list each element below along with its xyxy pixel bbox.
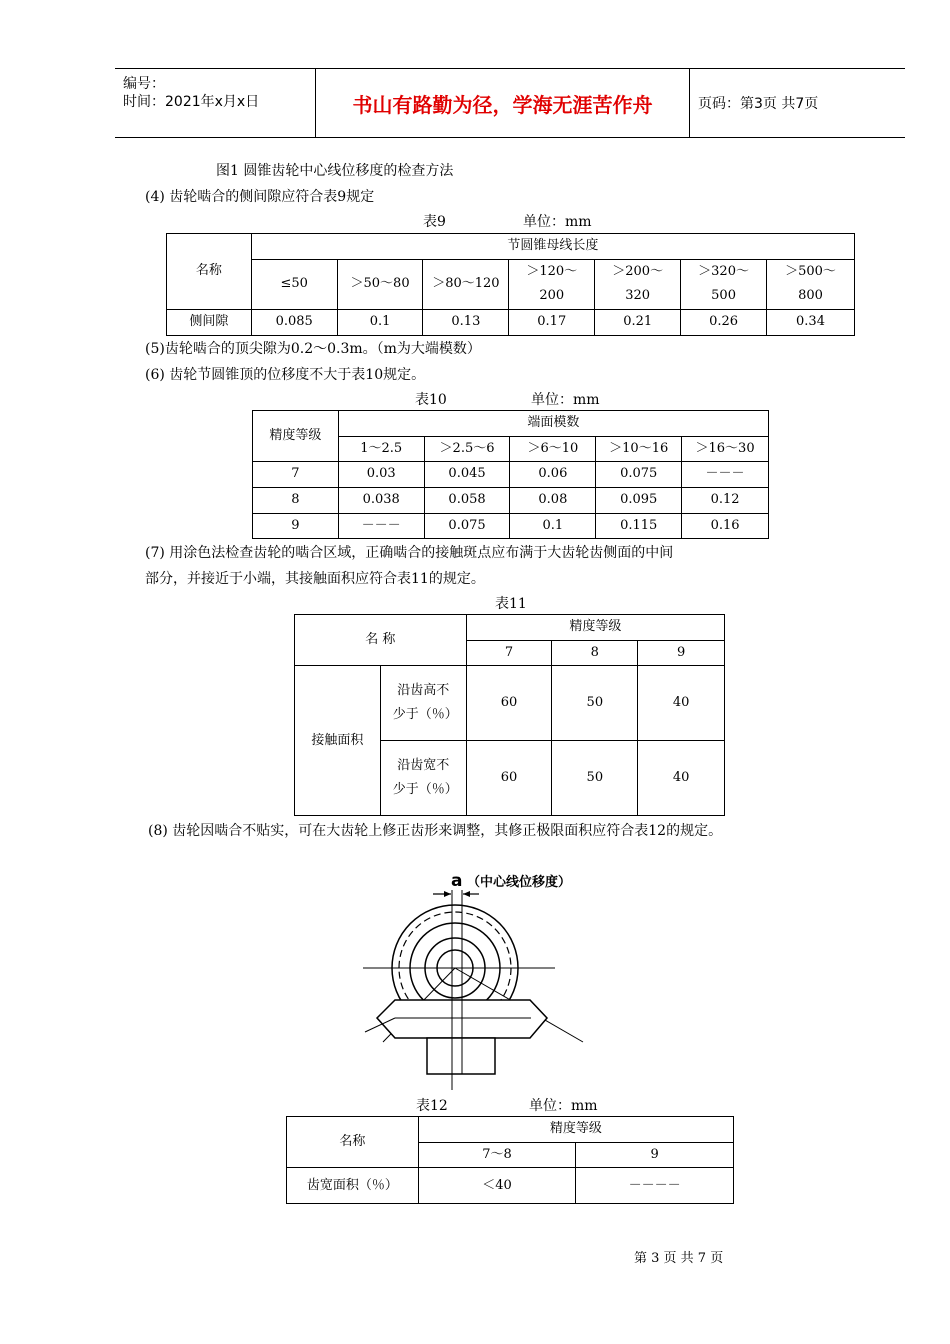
doc-time: 时间：2021年x月x日 [123,94,260,110]
item-7-line2: 部分，并接近于小端，其接触面积应符合表11的规定。 [145,571,485,587]
table10-cell: 0.16 [682,513,769,539]
table11-cell: 60 [466,666,552,741]
table10-cell: －－－ [682,462,769,488]
table-row [253,513,769,539]
table10-grade: 7 [253,462,339,488]
table12-cell: －－－－ [576,1168,734,1204]
table9-unit: 单位：mm [523,214,592,230]
table9-col: ＞120～200 [509,259,595,309]
table10-cell: －－－ [338,513,424,539]
gear-shaft [427,1038,495,1074]
item-5: (5)齿轮啮合的顶尖隙为0.2～0.3m。（m为大端模数） [145,341,481,357]
table10-cell: 0.03 [338,462,424,488]
table10-cell: 0.12 [682,488,769,514]
table9-row-label: 侧间隙 [167,310,252,336]
table10-col: ＞6～10 [510,436,596,462]
table10-cell: 0.1 [510,513,596,539]
table10-col: 1～2.5 [338,436,424,462]
table-10 [252,410,769,539]
table10-cell: 0.038 [338,488,424,514]
table9-cell: 0.13 [423,310,509,336]
table9-cell: 0.21 [595,310,681,336]
table11-col: 9 [638,640,725,666]
table10-col: ＞2.5～6 [424,436,510,462]
table9-group-header: 节圆锥母线长度 [251,234,854,260]
table9-cell: 0.34 [767,310,855,336]
table10-col: ＞16～30 [682,436,769,462]
table11-cell: 60 [466,741,552,816]
table10-cell: 0.075 [596,462,682,488]
table10-group-header: 端面模数 [338,411,768,437]
table-11 [294,614,725,816]
table10-cell: 0.058 [424,488,510,514]
table11-name-header: 名 称 [295,615,467,666]
table9-name-header: 名称 [167,234,252,310]
table11-col: 8 [552,640,638,666]
table10-cell: 0.08 [510,488,596,514]
table11-cell: 40 [638,741,725,816]
table9-col: ＞80～120 [423,259,509,309]
table12-cell: ＜40 [418,1168,576,1204]
table11-cell: 50 [552,666,638,741]
table11-group-header: 精度等级 [466,615,724,641]
table9-col: ＞200～320 [595,259,681,309]
table9-col: ＞50～80 [337,259,423,309]
table9-title: 表9 [423,214,446,230]
table10-grade: 8 [253,488,339,514]
table9-cell: 0.085 [251,310,337,336]
item-8: (8) 齿轮因啮合不贴实，可在大齿轮上修正齿形来调整，其修正极限面积应符合表12的规定。 [148,823,723,839]
table12-col: 9 [576,1142,734,1168]
table10-cell: 0.045 [424,462,510,488]
table9-cell: 0.1 [337,310,423,336]
table10-grade: 9 [253,513,339,539]
table9-col: ＞320～500 [681,259,767,309]
table10-title: 表10 [415,392,447,408]
table11-title: 表11 [495,596,527,612]
table11-col: 7 [466,640,552,666]
table-12 [286,1116,734,1204]
table11-row-label: 沿齿高不少于（％） [380,666,466,741]
table11-row-group: 接触面积 [295,666,381,816]
table10-cell: 0.06 [510,462,596,488]
item-4: (4) 齿轮啮合的侧间隙应符合表9规定 [145,189,375,205]
table9-col: ＞500～800 [767,259,855,309]
table9-cell: 0.26 [681,310,767,336]
table10-row-header: 精度等级 [253,411,339,462]
header-meta [115,69,316,137]
table11-cell: 50 [552,741,638,816]
page-header [115,68,905,138]
figure-label: （中心线位移度） [467,875,572,890]
item-7-line1: (7) 用涂色法检查齿轮的啮合区域，正确啮合的接触斑点应布满于大齿轮齿侧面的中间 [145,545,674,561]
table12-col: 7～8 [418,1142,576,1168]
page-number: 页码：第3页 共7页 [698,96,819,112]
figure1-caption: 图1 圆锥齿轮中心线位移度的检查方法 [216,163,454,179]
table12-group-header: 精度等级 [418,1117,733,1143]
table12-title: 表12 [416,1098,448,1114]
figure-symbol: a [451,871,463,891]
table-row [253,462,769,488]
table10-cell: 0.095 [596,488,682,514]
table-9 [166,233,855,336]
doc-number: 编号： [123,76,165,92]
table10-col: ＞10～16 [596,436,682,462]
page-footer: 第 3 页 共 7 页 [634,1251,724,1266]
table9-col: ≤50 [251,259,337,309]
table-row [295,666,725,741]
table9-cell: 0.17 [509,310,595,336]
gear-alignment-figure [355,860,595,1095]
table10-unit: 单位：mm [531,392,600,408]
table12-name-header: 名称 [287,1117,419,1168]
table-row [253,488,769,514]
motto: 书山有路勤为径，学海无涯苦作舟 [316,69,690,137]
table10-cell: 0.075 [424,513,510,539]
item-6: (6) 齿轮节圆锥顶的位移度不大于表10规定。 [145,367,426,383]
table10-cell: 0.115 [596,513,682,539]
table12-row-label: 齿宽面积（％） [287,1168,419,1204]
table11-row-label: 沿齿宽不少于（％） [380,741,466,816]
table12-unit: 单位：mm [529,1098,598,1114]
table11-cell: 40 [638,666,725,741]
